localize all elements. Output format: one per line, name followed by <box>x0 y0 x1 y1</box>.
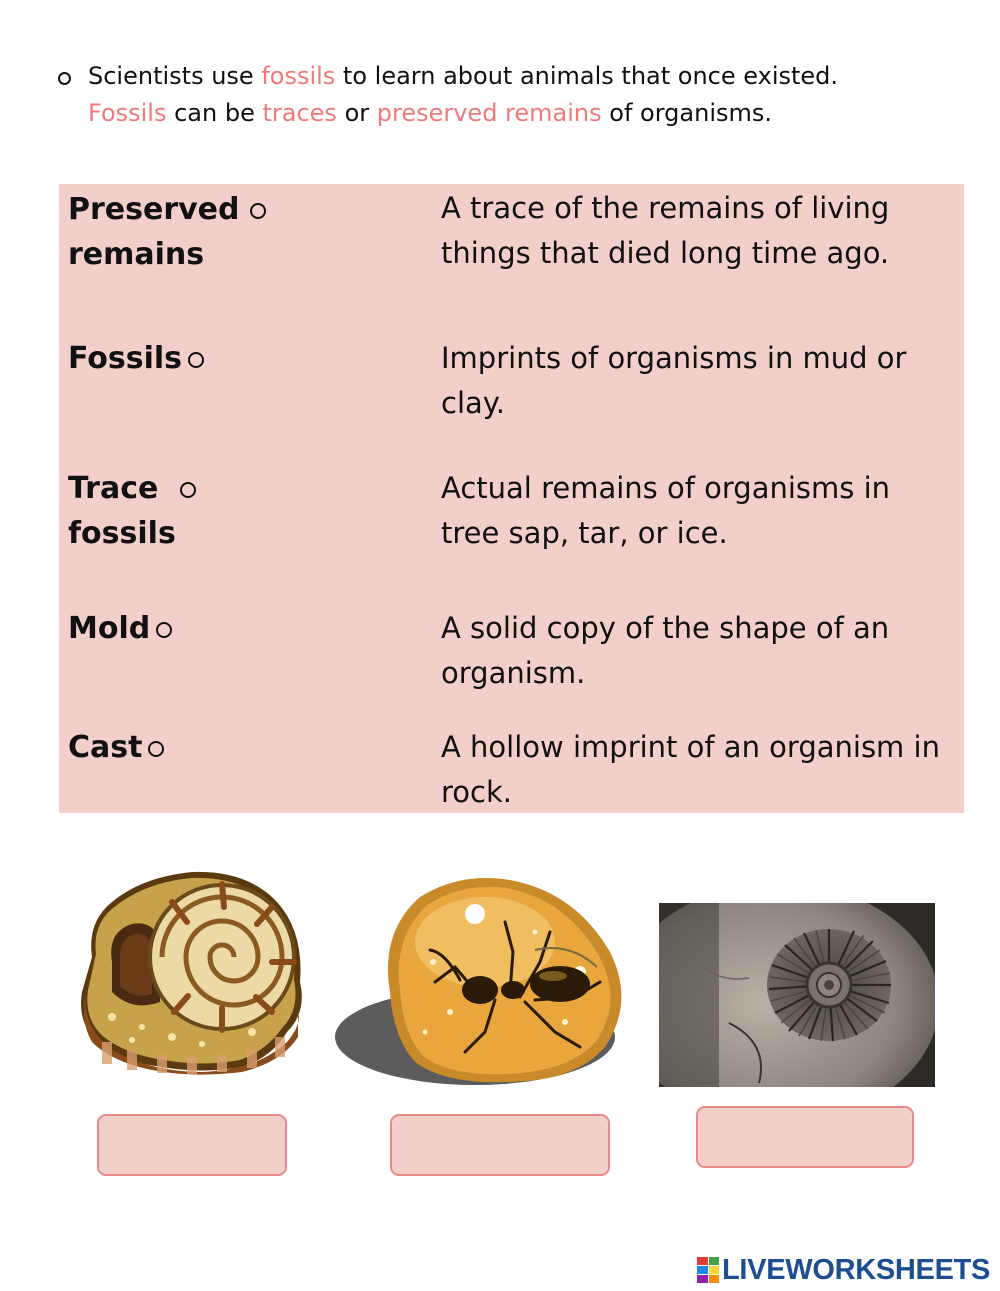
intro-highlight: Fossils <box>88 99 167 127</box>
term-fossils <box>68 336 204 381</box>
intro-seg: can be <box>166 99 263 127</box>
term-label: Cast <box>68 730 143 765</box>
definition-1[interactable] <box>441 186 961 276</box>
definition-text: organism. <box>441 656 586 690</box>
logo-text: LIVEWORKSHEETS <box>722 1253 991 1286</box>
term-label: remains <box>68 237 205 272</box>
answer-box-3[interactable] <box>696 1106 914 1168</box>
term-label: fossils <box>68 516 176 551</box>
intro-highlight: preserved remains <box>376 99 602 127</box>
intro-highlight: fossils <box>261 62 336 90</box>
match-dot-mold[interactable] <box>156 622 172 638</box>
match-dot-fossils[interactable] <box>188 352 204 368</box>
ammonite-rock-photo <box>659 903 935 1087</box>
match-dot-cast[interactable] <box>148 741 164 757</box>
term-cast <box>68 725 164 770</box>
logo-mark-icon <box>697 1257 719 1283</box>
answer-box-1[interactable] <box>97 1114 287 1176</box>
intro-line-2 <box>88 95 772 132</box>
intro-seg: to learn about animals that once existed. <box>335 62 839 90</box>
match-dot-trace-fossils[interactable] <box>180 482 196 498</box>
intro-seg: of organisms. <box>601 99 772 127</box>
term-label: Mold <box>68 611 151 646</box>
intro-highlight: traces <box>262 99 337 127</box>
definition-5[interactable] <box>441 725 961 815</box>
definition-2[interactable] <box>441 336 961 426</box>
definition-3[interactable] <box>441 466 961 556</box>
definition-text: things that died long time ago. <box>441 236 890 270</box>
intro-seg: Scientists use <box>88 62 262 90</box>
bullet-icon <box>58 72 71 85</box>
term-label: Trace <box>68 471 159 506</box>
definition-text: A solid copy of the shape of an <box>441 611 890 645</box>
definition-text: rock. <box>441 775 512 809</box>
term-mold <box>68 606 172 651</box>
liveworksheets-logo[interactable] <box>697 1253 990 1287</box>
definition-text: Actual remains of organisms in <box>441 471 891 505</box>
definition-4[interactable] <box>441 606 961 696</box>
term-trace-fossils <box>68 466 196 556</box>
definition-text: Imprints of organisms in mud or <box>441 341 907 375</box>
definition-text: A trace of the remains of living <box>441 191 890 225</box>
definition-text: clay. <box>441 386 506 420</box>
match-dot-preserved-remains[interactable] <box>250 203 266 219</box>
definition-text: A hollow imprint of an organism in <box>441 730 940 764</box>
matching-panel <box>59 184 964 813</box>
amber-ant-icon <box>335 872 635 1087</box>
answer-box-2[interactable] <box>390 1114 610 1176</box>
definition-text: tree sap, tar, or ice. <box>441 516 728 550</box>
term-label: Preserved <box>68 192 240 227</box>
term-label: Fossils <box>68 341 183 376</box>
intro-line-1 <box>88 58 838 95</box>
shell-fossil-icon <box>72 862 312 1077</box>
intro-seg: or <box>336 99 377 127</box>
term-preserved-remains <box>68 187 266 277</box>
